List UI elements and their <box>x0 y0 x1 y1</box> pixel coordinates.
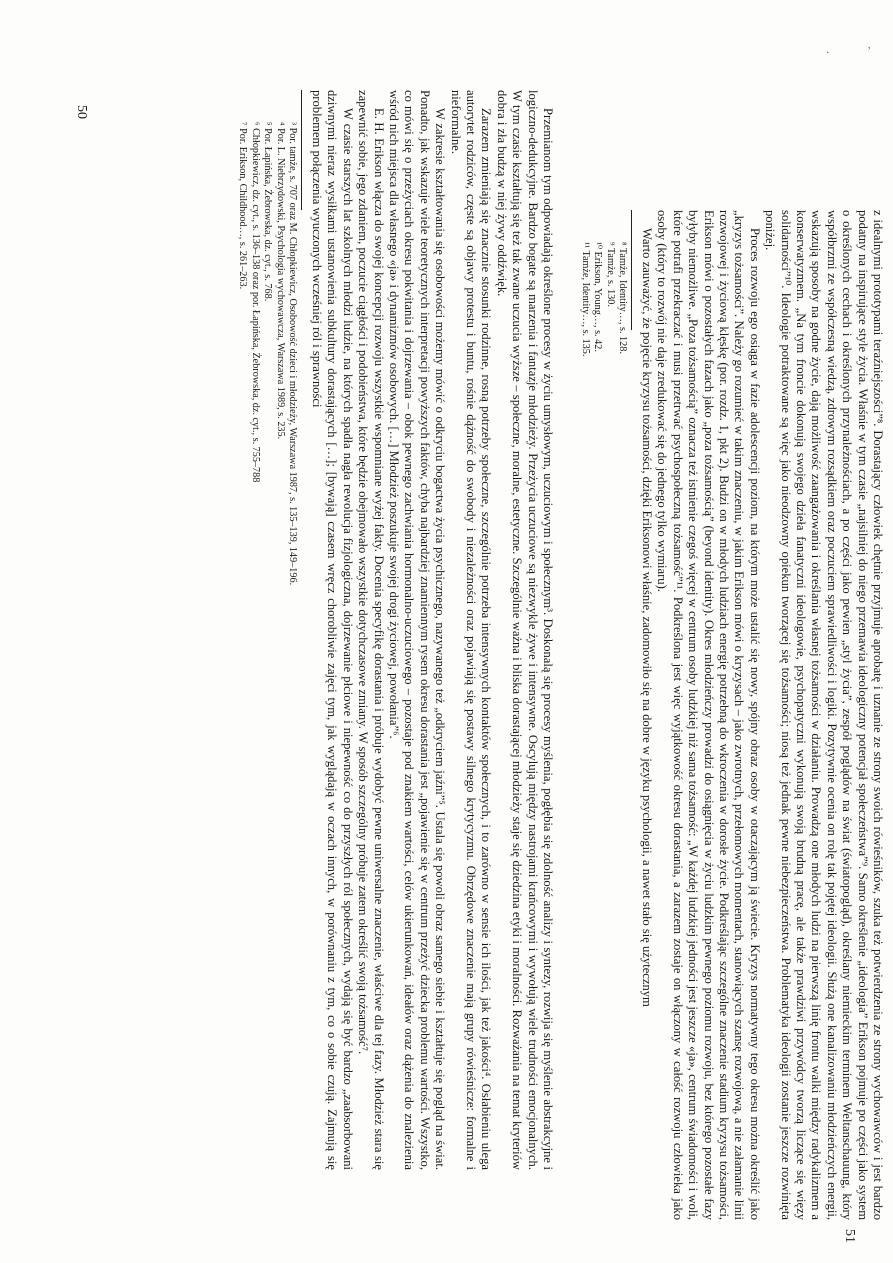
paragraph: z idealnymi prototypami teraźniejszości”⁸. Dorastający człowiek chętnie przyjmuje aprobatę i uznanie ze strony swoich rówieśników, szuka też potwierdzenia ze strony wychowawców i jest bardzo podatny na inspirujące style życia. Właśnie w tym czasie „najsilniej do niego przemawia ideologiczny potencjał społeczeństwa”⁹. Samo określenie „ideologia” Erikson pojmuje po części jako system o określonych cechach i określonych przynależnościach, a po części jako pewien „styl życia”, zespół poglądów na świat (światopogląd), określany niemieckim terminem Weltanschauung, który współbrzmi ze współczesną wiedzą, zdrowym rozsądkiem oraz poczuciem sprawiedliwości i logiki. Pozytywnie ocenia on rolę tak pojętej ideologii. Służą one kanalizowaniu młodzieńczych energii, wskazują sposoby na godne życie, dają możliwość zaangażowania i określania własnej tożsamości w działaniu. Prowadzą one młodych ludzi na pierwszą linię frontu walki między radykalizmem a konserwatyzmem. „Na tym froncie dokonują swojego dzieła fanatyczni ideologowie, psychopatyczni wykonują swoją brudną pracę, ale także prawdziwi przywódcy tworzą liczące się więzy solidarności”¹⁰. Ideologie potraktowane są więc jako nieodzowny opiekun tworzącej się tożsamości; niosą też jednak pewne niebezpieczeństwa. Problematyka ideologii zostanie jeszcze rozwinięta poniżej. <box>763 210 885 1220</box>
footnote: ⁴ Por. L. Niebrzydowski, Psychologia wychowawcza, Warszawa 1989, s. 235. <box>274 122 286 440</box>
page-50 <box>155 90 555 1170</box>
footnote: ⁶ Chłopkiewicz, dz. cyt., s. 136–138 oraz por. Łapińska, Żebrowska, dz. cyt., s. 755–788 <box>249 122 261 483</box>
page-number: 50 <box>74 105 89 119</box>
footnote: ⁷ Por. Erikson, Childhood…, s. 261–263. <box>237 122 249 290</box>
paragraph: W czasie starszych lat szkolnych młodzi ludzie, na których spadła nagła rewolucja fizjologiczna, dojrzewanie płciowe i niepewność co do przyszłych ról społecznych, wydają się być bardzo „zaabsorbowani dziwnymi nieraz wysiłkami ustanowienia subkultury dorastających […]; [bywają] czasem wręcz chorobliwie zajęci tym, jak wyglądają w oczach innych, w porównaniu z tym, co o sobie czują. Zajmują się problemem połączenia wyuczonych wcześniej ról i sprawności <box>309 90 355 1170</box>
paragraph: Proces rozwoju ego osiąga w fazie adolescencji poziom, na którym może ustalić się nowy, spójny obraz osoby w otaczającym ją świecie. Kryzys normatywny tego okresu można określić jako „kryzys tożsamości”. Należy go rozumieć w takim znaczeniu, w jakim Erikson mówi o kryzysach – jako zwrotnych, przełomowych momentach, stanowiących szansę rozwojową, a nie załamanie linii rozwojowej i życiową klęskę (por. rozdz. 1, pkt 2). Budzi on w młodych ludziach energię potrzebną do wkroczenia w dorosłe życie. Podkreślając szczególne znaczenie stadium kryzysu tożsamości, Erikson mówi o pozostałych fazach jako „poza tożsamością” (beyond identity). Okres młodzieńczy prowadzi do osiągnięcia w życiu ludzkim pewnego poziomu rozwoju, bez którego pozostałe fazy byłyby niemożliwe. „Poza tożsamością” oznacza też istnienie czegoś więcej w centrum osoby ludzkiej niż sama tożsamość: „W każdej ludzkiej jedności jest jeszcze «ja», centrum świadomości i woli, które potrafi przekraczać i musi przetrwać psychospołeczną tożsamość”¹¹. Podkreślona jest więc wyjątkowość okresu dorastania, a zarazem zostaje on włączony w całość rozwoju człowieka jako osoby (który to rozwój nie daje zredukować się do jednego tylko wymiaru). <box>655 210 762 1220</box>
footnote: ¹⁰ Erikson, Young…, s. 42. <box>592 242 604 352</box>
footnote: ⁸ Tamże, Identity…, s. 128. <box>617 242 629 354</box>
paragraph: Zarazem zmieniają się znacznie stosunki rodzinne, rosną potrzeby społeczne, szczególnie potrzeba intensywnych kontaktów społecznych, i to zarówno w sensie ich ilości, jak też jakości⁴. Osłabieniu ulega autorytet rodziców, częste są objawy protestu i buntu, rośnie dążność do swobody i niezależności oraz pojawiają się postawy silnego krytycyzmu. Obrzędowe znaczenie mają grupy rówieśnicze: formalne i nieformalne. <box>448 90 494 1170</box>
scan-artifact: · <box>826 48 830 59</box>
paragraph: E. H. Erikson włącza do swojej koncepcji rozwoju wszystkie wspomniane wyżej fakty. Docenia specyfikę dorastania i próbuje wydobyć pewne uniwersalne znaczenie, właściwe dla tej fazy. Młodzież stara się zapewnić sobie, jego zdaniem, poczucie ciągłości i podobieństwa, które będzie obejmowało wszystkie dotychczasowe zmiany. W sposób szczególny próbuje zatem określić swoją tożsamość⁷. <box>356 90 386 1170</box>
page-number: 51 <box>842 1229 857 1243</box>
footnote: ¹¹ Tamże, Identity…, s. 135. <box>579 242 591 357</box>
footnote: ⁵ Por. Łapińska, Żebrowska, dz. cyt., s. 768. <box>262 122 274 302</box>
page-50-text-column <box>236 90 555 1170</box>
page-51 <box>563 210 885 1220</box>
paragraph: Warto zauważyć, że pojęcie kryzysu tożsamości, dzięki Eriksonowi właśnie, zadomowiło się na dobre w języku psychologii, a nawet stało się użytecznym <box>639 228 654 1007</box>
paragraph: W zakresie kształtowania się osobowości możemy mówić o odkryciu bogactwa życia psychicznego, nazywanego też „odkryciem jaźni”⁵. Ustala się powoli obraz samego siebie i kształtuje się pogląd na świat. Ponadto, jak wskazuje wiele teoretycznych interpretacji powyższych faktów, chyba najbardziej znamiennym rysem okresu dorastania jest „pojawienie się w centrum przeżyć dziecka problemu wartości. Wszystko, co mówi się o przeżyciach okresu pokwitania i dojrzewania – obok pewnego zachwiania hormonalno-uczuciowego – pozostaje pod znakiem wartości, celów ukierunkowań, ideałów oraz dążenia do znalezienia wśród nich miejsca dla własnego «ja» i dynamizmów osobowych. […] Młodzież poszukuje swojej drogi życiowej, powołania”⁶. <box>386 90 448 1170</box>
footnote: ⁹ Tamże, s. 130. <box>604 242 616 307</box>
footnote-divider <box>632 210 633 330</box>
paragraph: Przemianom tym odpowiadają określone procesy w życiu umysłowym, uczuciowym i społecznym³. Doskonalą się procesy myślenia, pogłębia się zdolność analizy i syntezy, rozwija się myślenie abstrakcyjne i logiczno-dedukcyjne. Bardzo bogate są marzenia i fantazje młodzieży. Przeżycia uczuciowe są niezwykle żywe i intensywne. Oscylują między nastrojami krańcowymi i wywołują wiele trudności emocjonalnych. W tym czasie kształtują się też tak zwane uczucia wyższe – społeczne, moralne, estetyczne. Szczególnie ważna i bliska dorastającej młodzieży staje się dziedzina etyki i moralności. Rozważania na temat kryteriów dobra i zła budzą w niej żywy oddźwięk. <box>494 90 555 1170</box>
scan-artifact: , <box>868 40 871 51</box>
footnote-divider <box>302 90 303 210</box>
footnote: ³ Por. tamże, s. 707 oraz M. Chłopkiewicz, Osobowość dzieci i młodzieży, Warszawa 1987, s. 135–139, 149–196. <box>287 122 299 586</box>
page-51-text-column <box>578 210 885 1220</box>
